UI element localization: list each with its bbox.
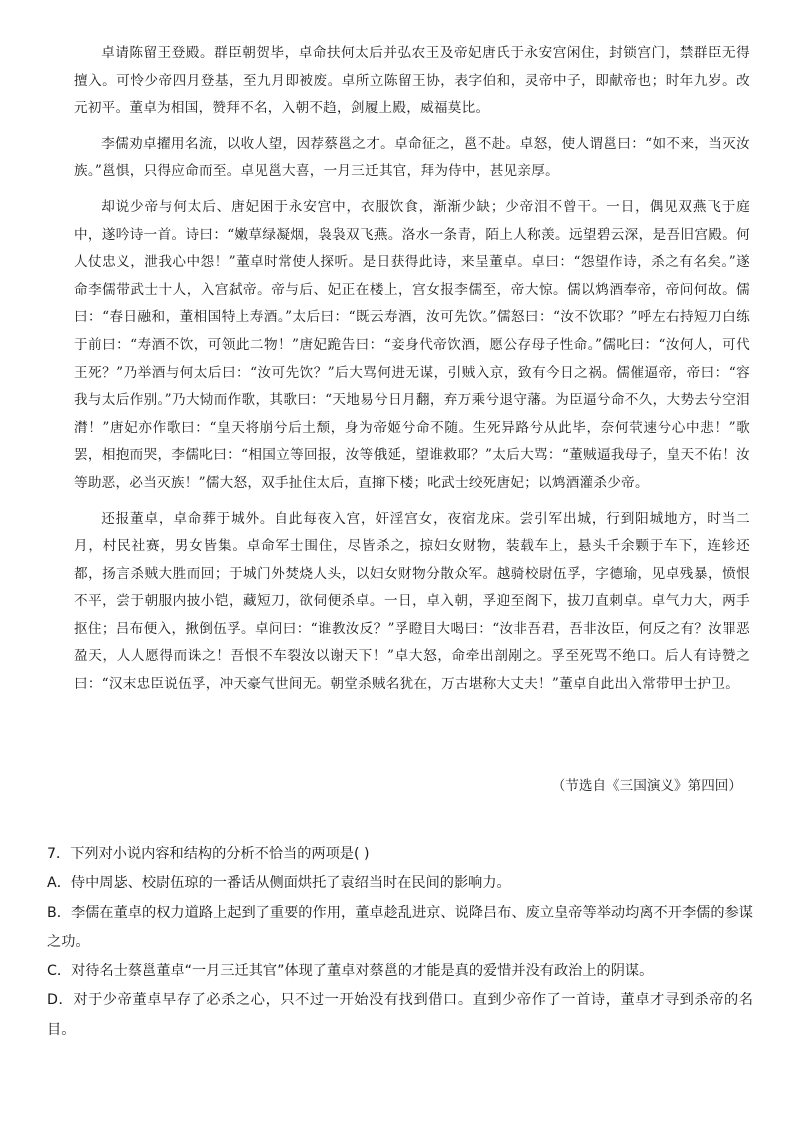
option-b[interactable]: B．李儒在董卓的权力道路上起到了重要的作用，董卓趁乱进京、说降吕布、废立皇帝等举动均离不开李儒的参谋之功。 <box>47 904 753 950</box>
question-stem: 7．下列对小说内容和结构的分析不恰当的两项是( ) <box>47 846 370 862</box>
passage-paragraph-1: 卓请陈留王登殿。群臣朝贺毕，卓命扶何太后并弘农王及帝妃唐氏于永安宫闲住，封锁宫门，禁群臣无得擅入。可怜少帝四月登基，至九月即被废。卓所立陈留王协，表字伯和，灵帝中子，即献帝也；时年九岁。改元初平。董卓为相国，赞拜不名，入朝不趋，剑履上殿，威福莫比。 <box>74 45 750 117</box>
passage-paragraph-3: 却说少帝与何太后、唐妃困于永安宫中，衣服饮食，渐渐少缺；少帝泪不曾干。一日，偶见双燕飞于庭中，遂吟诗一首。诗曰：“嫩草绿凝烟，袅袅双飞燕。洛水一条青，陌上人称羡。远望碧云深，是吾旧宫殿。何人仗忠义，泄我心中怨！”董卓时常使人探听。是日获得此诗，来呈董卓。卓曰：“怨望作诗，杀之有名矣。”遂命李儒带武士十人，入宫弑帝。帝与后、妃正在楼上，宫女报李儒至，帝大惊。儒以鸩酒奉帝，帝问何故。儒曰：“春日融和，董相国特上寿酒。”太后曰：“既云寿酒，汝可先饮。”儒怒曰：“汝不饮耶？”呼左右持短刀白练于前曰：“寿酒不饮，可领此二物！”唐妃跪告曰：“妾身代帝饮酒，愿公存母子性命。”儒叱曰：“汝何人，可代王死？”乃举酒与何太后曰：“汝可先饮？”后大骂何进无谋，引贼入京，致有今日之祸。儒催逼帝，帝曰：“容我与太后作别。”乃大恸而作歌，其歌曰：“天地易兮日月翻，弃万乘兮退守藩。为臣逼兮命不久，大势去兮空泪潸！”唐妃亦作歌曰：“皇天将崩兮后土颓，身为帝姬兮命不随。生死异路兮从此毕，奈何茕速兮心中悲！”歌罢，相抱而哭，李儒叱曰：“相国立等回报，汝等俄延，望谁救耶？”太后大骂：“董贼逼我母子，皇天不佑！汝等助恶，必当灭族！”儒大怒，双手扯住太后，直撺下楼；叱武士绞死唐妃；以鸩酒灌杀少帝。 <box>74 198 750 491</box>
option-c[interactable]: C．对待名士蔡邕董卓“一月三迁其官”体现了董卓对蔡邕的才能是真的爱惜并没有政治上的阴谋。 <box>47 963 654 980</box>
option-a[interactable]: A．侍中周毖、校尉伍琼的一番话从侧面烘托了袁绍当时在民间的影响力。 <box>47 875 511 892</box>
passage-source: （节选自《三国演义》第四回） <box>551 778 742 794</box>
passage-paragraph-2: 李儒劝卓擢用名流，以收人望，因荐蔡邕之才。卓命征之，邕不赴。卓怒，使人谓邕曰：“如不来，当灭汝族。”邕惧，只得应命而至。卓见邕大喜，一月三迁其官，拜为侍中，甚见亲厚。 <box>74 135 750 180</box>
passage-paragraph-4: 还报董卓，卓命葬于城外。自此每夜入宫，奸淫宫女，夜宿龙床。尝引军出城，行到阳城地方，时当二月，村民社赛，男女皆集。卓命军士围住，尽皆杀之，掠妇女财物，装载车上，悬头千余颗于车下，连轸还都，扬言杀贼大胜而回；于城门外焚烧人头，以妇女财物分散众军。越骑校尉伍孚，字德瑜，见卓残暴，愤恨不平，尝于朝服内披小铠，藏短刀，欲伺便杀卓。一日，卓入朝，孚迎至阁下，拔刀直刺卓。卓气力大，两手抠住；吕布便入，揪倒伍孚。卓问曰：“谁教汝反？”孚瞪目大喝曰：“汝非吾君，吾非汝臣，何反之有？汝罪恶盈天，人人愿得而诛之！吾恨不车裂汝以谢天下！”卓大怒，命牵出剖剐之。孚至死骂不绝口。后人有诗赞之曰：“汉末忠臣说伍孚，冲天豪气世间无。朝堂杀贼名犹在，万古堪称大丈夫！”董卓自此出入常带甲士护卫。 <box>74 510 750 693</box>
question-7 <box>47 840 753 1045</box>
reading-passage <box>74 40 750 707</box>
option-d[interactable]: D．对于少帝董卓早存了必杀之心，只不过一开始没有找到借口。直到少帝作了一首诗，董卓才寻到杀帝的名目。 <box>47 992 753 1038</box>
